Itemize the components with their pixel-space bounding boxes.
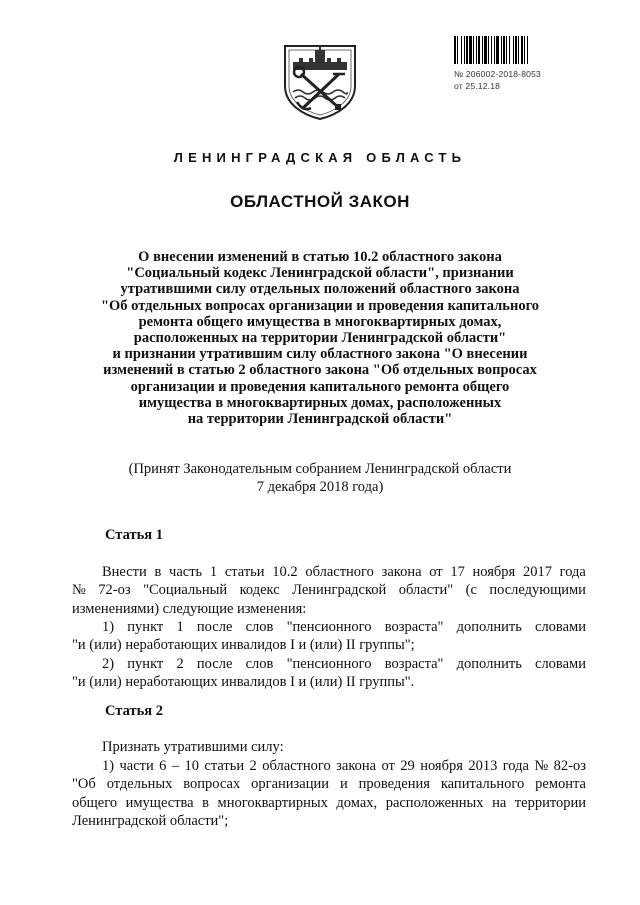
word: от: [381, 758, 395, 774]
text-line: "и (или) неработающих инвалидов I и (или) II группы".: [72, 674, 415, 691]
law-title: [90, 249, 550, 427]
word: закона: [336, 758, 377, 774]
word: 72-оз: [98, 582, 131, 599]
word: в: [202, 794, 210, 811]
word: в: [154, 564, 162, 580]
word: дополнить: [456, 656, 522, 672]
word: 1): [102, 758, 115, 774]
word: области": [398, 582, 454, 599]
title-line: О внесении изменений в статью 10.2 областного закона: [138, 249, 502, 265]
word: слов: [245, 619, 274, 635]
word: 17: [450, 564, 465, 580]
word: последующими: [489, 582, 586, 599]
word: после: [196, 656, 233, 672]
word: организации: [251, 776, 329, 793]
word: 10: [184, 758, 199, 774]
article-2-item-1: [72, 757, 586, 831]
word: возраста": [384, 656, 444, 672]
justified-line: [72, 655, 586, 673]
justified-line: [72, 757, 586, 775]
word: 29: [400, 758, 415, 774]
word: дополнить: [456, 619, 522, 635]
justified-line: [72, 794, 586, 812]
word: домах,: [336, 794, 378, 811]
word: закона: [381, 564, 422, 580]
article-1-intro: [72, 563, 586, 618]
adoption-note: [0, 460, 640, 496]
title-line: "Об отдельных вопросах организации и проведения капитального: [100, 297, 540, 314]
article-1-item-1: [72, 618, 586, 655]
text-line: Признать утратившими силу:: [102, 739, 284, 755]
word: 2): [102, 656, 115, 672]
document-type: ОБЛАСТНОЙ ЗАКОН: [230, 192, 410, 211]
word: 1: [176, 619, 184, 635]
barcode-bar: [528, 36, 531, 64]
word: статьи: [224, 564, 265, 580]
word: 6: [159, 758, 167, 774]
adoption-line: 7 декабря 2018 года): [256, 479, 384, 495]
text-line: изменениями) следующие изменения:: [72, 600, 307, 617]
word: общего: [72, 794, 118, 811]
title-line: имущества в многоквартирных домах, расположенных: [138, 394, 502, 411]
coat-of-arms-icon: [279, 40, 361, 122]
word: 1: [209, 564, 218, 580]
article-2-heading: Статья 2: [105, 703, 163, 719]
word: проведения: [358, 776, 430, 793]
word: статьи: [204, 758, 245, 774]
word: областного: [262, 758, 331, 774]
word: на: [492, 794, 507, 811]
title-line: на территории Ленинградской области": [187, 411, 453, 428]
article-2-intro: [72, 738, 586, 756]
word: части: [119, 758, 154, 774]
word: вопросах: [183, 776, 241, 793]
word: пункт: [127, 619, 164, 635]
word: часть: [169, 564, 203, 580]
registration-block: [454, 36, 584, 92]
word: 82-оз: [553, 758, 586, 774]
word: –: [171, 758, 180, 774]
word: словами: [535, 656, 586, 672]
word: многоквартирных: [217, 794, 328, 811]
title-line: утратившими силу отдельных положений областного закона: [120, 281, 520, 298]
title-line: организации и проведения капитального ремонта общего: [130, 378, 510, 395]
word: имущества: [125, 794, 194, 811]
title-line: изменений в статью 2 областного закона "Об отдельных вопросах: [103, 362, 537, 379]
word: 2: [249, 758, 257, 774]
word: №: [534, 758, 549, 774]
barcode: [454, 36, 584, 64]
region-name: ЛЕНИНГРАДСКАЯ ОБЛАСТЬ: [173, 150, 467, 165]
word: ноября: [472, 564, 516, 580]
word: ноября: [420, 758, 463, 774]
article-1-heading: Статья 1: [105, 527, 163, 543]
word: 2: [176, 656, 184, 672]
justified-line: [72, 581, 586, 599]
title-line: расположенных на территории Ленинградской области": [133, 330, 507, 347]
word: Внести: [102, 564, 147, 580]
registration-number: № 206002-2018-8053: [454, 69, 541, 79]
justified-line: [72, 775, 586, 793]
word: после: [196, 619, 233, 635]
word: (с: [465, 582, 477, 599]
text-line: Ленинградской области";: [72, 813, 229, 830]
word: ремонта: [535, 776, 586, 793]
word: 2017: [522, 564, 552, 580]
word: года: [502, 758, 529, 774]
word: 10.2: [272, 564, 298, 580]
word: "пенсионного: [286, 656, 372, 672]
word: пункт: [127, 656, 164, 672]
text-line: "и (или) неработающих инвалидов I и (или) II группы";: [72, 637, 415, 654]
justified-line: [72, 618, 586, 636]
adoption-line: (Принят Законодательным собранием Ленинградской области: [128, 461, 512, 477]
word: кодекс: [239, 582, 280, 599]
word: расположенных: [385, 794, 484, 811]
word: территории: [514, 794, 586, 811]
word: "Социальный: [143, 582, 228, 599]
word: отдельных: [106, 776, 173, 793]
word: №: [72, 582, 86, 599]
word: 1): [102, 619, 115, 635]
title-line: ремонта общего имущества в многоквартирных домах,: [138, 313, 502, 330]
word: года: [559, 564, 586, 580]
word: капитального: [440, 776, 525, 793]
article-1-item-2: [72, 655, 586, 692]
word: Ленинградской: [292, 582, 387, 599]
word: и: [339, 776, 348, 793]
word: "Об: [72, 776, 96, 793]
registration-date: от 25.12.18: [454, 81, 501, 91]
word: областного: [305, 564, 374, 580]
word: слов: [245, 656, 274, 672]
word: "пенсионного: [286, 619, 372, 635]
word: от: [429, 564, 443, 580]
word: 2013: [468, 758, 498, 774]
word: возраста": [384, 619, 444, 635]
justified-line: [72, 563, 586, 581]
title-line: и признании утратившим силу областного закона "О внесении: [112, 346, 528, 363]
word: словами: [535, 619, 586, 635]
title-line: "Социальный кодекс Ленинградской области", признании: [126, 265, 514, 282]
